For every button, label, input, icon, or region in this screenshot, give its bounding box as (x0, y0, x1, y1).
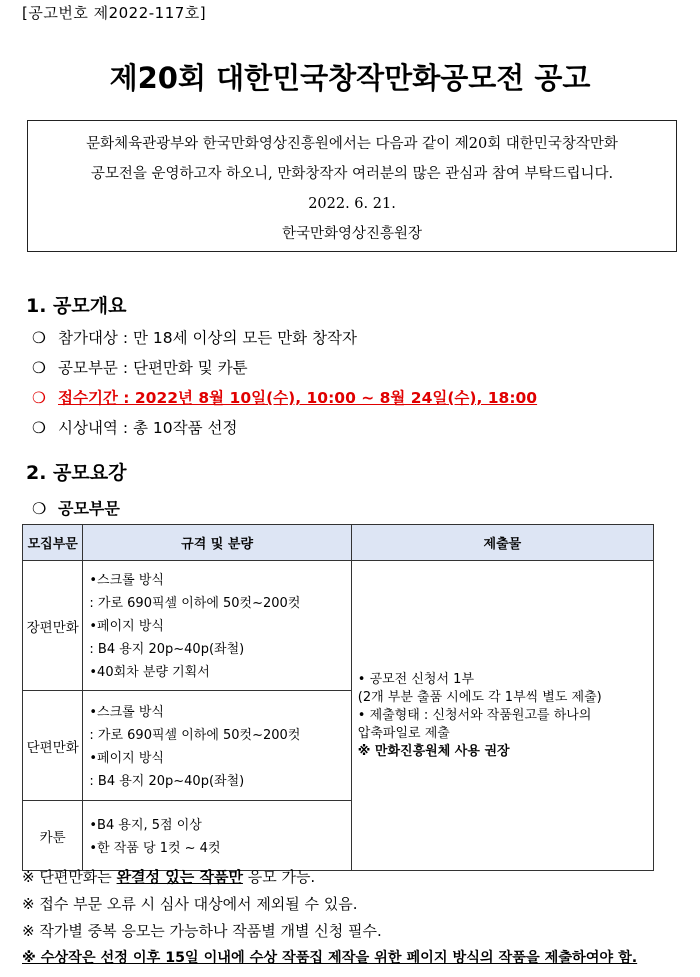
note-duplicate-entry: ※ 작가별 중복 응모는 가능하나 작품별 개별 신청 필수. (22, 922, 382, 940)
spec-line: •한 작품 당 1컷 ~ 4컷 (89, 840, 221, 856)
bullet-text: 참가대상 : 만 18세 이상의 모든 만화 창작자 (58, 329, 358, 347)
submission-cell (351, 561, 653, 871)
spec-line: •40회차 분량 기획서 (89, 665, 210, 680)
sub-heading-text: 공모부문 (58, 499, 120, 518)
intro-date: 2022. 6. 21. (308, 196, 396, 212)
page-title: 제20회 대한민국창작만화공모전 공고 (109, 61, 591, 95)
submission-line: • 공모전 신청서 1부 (357, 671, 475, 687)
submission-line: 압축파일로 제출 (357, 725, 450, 741)
category-table (22, 524, 654, 871)
row-category: 카툰 (23, 801, 83, 871)
notice-number: [공고번호 제2022-117호] (22, 4, 207, 22)
header-category: 모집부문 (23, 525, 83, 561)
spec-line: •스크롤 방식 (89, 573, 164, 588)
row-spec (83, 561, 351, 691)
row-spec (83, 801, 351, 871)
bullet-submission-period (32, 386, 537, 408)
bullet-text: 접수기간 : 2022년 8월 10일(수), 10:00 ~ 8월 24일(수), 18:00 (58, 389, 538, 407)
spec-line: •페이지 방식 (89, 750, 164, 766)
header-submission: 제출물 (351, 525, 653, 561)
row-spec (83, 691, 351, 801)
spec-line: •B4 용지, 5점 이상 (89, 817, 202, 833)
spec-line: : 가로 690픽셀 이하에 50컷~200컷 (89, 727, 301, 743)
submission-line: • 제출형태 : 신청서와 작품원고를 하나의 (357, 707, 592, 723)
note-text: ※ 단편만화는 (22, 868, 117, 886)
circle-bullet-icon: ❍ (32, 329, 46, 347)
header-spec: 규격 및 분량 (83, 525, 351, 561)
intro-signer: 한국만화영상진흥원장 (281, 226, 423, 242)
note-winner-submission: ※ 수상작은 선정 이후 15일 이내에 수상 작품집 제작을 위한 페이지 방식의 작품을 제출하여야 함. (22, 950, 638, 966)
circle-bullet-icon: ❍ (32, 499, 47, 518)
sub-heading-categories (32, 496, 120, 519)
section-1-heading: 1. 공모개요 (26, 295, 127, 317)
table-row (23, 561, 654, 691)
bullet-participants (32, 326, 357, 348)
row-category: 단편만화 (23, 691, 83, 801)
intro-line-1: 문화체육관광부와 한국만화영상진흥원에서는 다음과 같이 제20회 대한민국창작만화 (86, 136, 618, 152)
row-category: 장편만화 (23, 561, 83, 691)
circle-bullet-icon: ❍ (32, 419, 46, 437)
spec-line: : 가로 690픽셀 이하에 50컷~200컷 (89, 596, 301, 611)
bullet-categories (32, 356, 248, 378)
spec-line: : B4 용지 20p~40p(좌철) (89, 642, 245, 657)
spec-line: : B4 용지 20p~40p(좌철) (89, 773, 245, 789)
intro-box (27, 120, 677, 252)
spec-line: •페이지 방식 (89, 619, 164, 634)
note-category-error: ※ 접수 부문 오류 시 심사 대상에서 제외될 수 있음. (22, 895, 358, 913)
bullet-text: 공모부문 : 단편만화 및 카툰 (58, 359, 248, 377)
note-emphasis: 완결성 있는 작품만 (116, 868, 243, 886)
circle-bullet-icon: ❍ (32, 359, 46, 377)
note-text: 응모 가능. (242, 868, 316, 886)
section-2-heading: 2. 공모요강 (26, 462, 127, 484)
table-header-row (23, 525, 654, 561)
bullet-awards (32, 416, 237, 438)
submission-font-note: ※ 만화진흥원체 사용 권장 (357, 743, 510, 759)
spec-line: •스크롤 방식 (89, 704, 164, 720)
note-short-comic (22, 866, 315, 887)
circle-bullet-icon: ❍ (32, 389, 46, 407)
submission-line: (2개 부분 출품 시에도 각 1부씩 별도 제출) (357, 689, 602, 705)
intro-line-2: 공모전을 운영하고자 하오니, 만화창작자 여러분의 많은 관심과 참여 부탁드립니다. (90, 166, 614, 182)
bullet-text: 시상내역 : 총 10작품 선정 (58, 419, 238, 437)
